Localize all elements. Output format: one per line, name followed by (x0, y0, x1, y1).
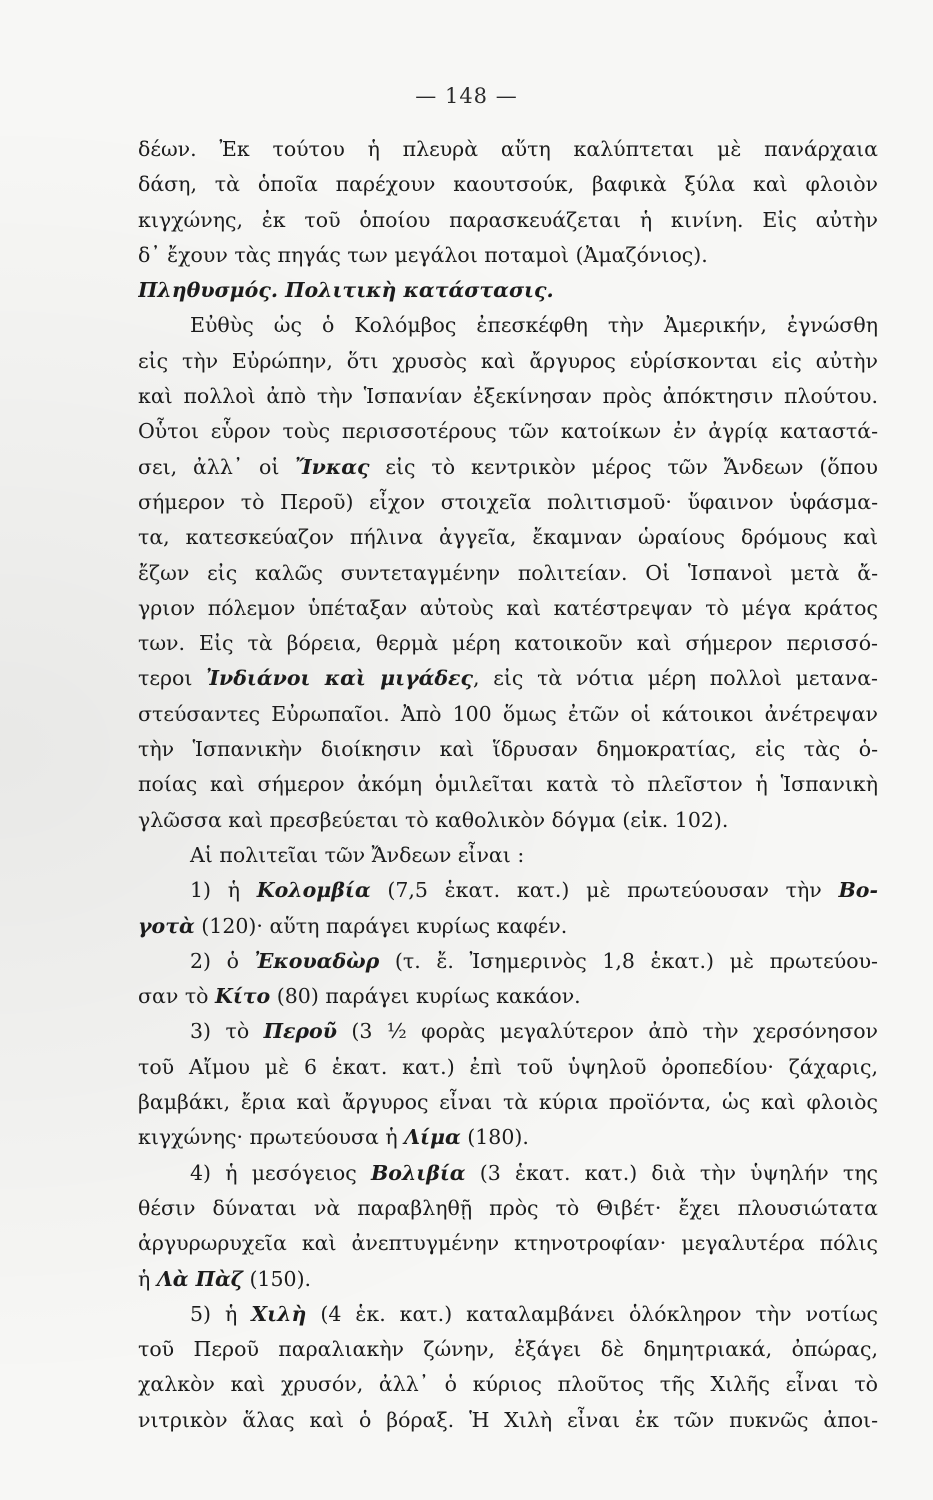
text-run: τα, κατεσκεύαζον πήλινα ἀγγεῖα, ἔκαμναν ὡραίους δρόμους καὶ (138, 525, 878, 550)
text-run: 4) ἡ μεσόγειος (190, 1160, 371, 1185)
text-run: σει, ἀλλ᾽ οἱ (138, 454, 296, 479)
text-run: δάση, τὰ ὁποῖα παρέχουν καουτσούκ, βαφικὰ ξύλα καὶ φλοιὸν (138, 172, 878, 197)
text-run: κιγχώνης, ἐκ τοῦ ὁποίου παρασκευάζεται ἡ κινίνη. Εἰς αὐτὴν (138, 207, 878, 232)
text-line (138, 1262, 878, 1297)
text-run: τὴν Ἱσπανικὴν διοίκησιν καὶ ἵδρυσαν δημοκρατίας, εἰς τὰς ὁ- (138, 737, 878, 762)
text-run: (7,5 ἑκατ. κατ.) μὲ πρωτεύουσαν τὴν (370, 878, 839, 903)
emphasized-term: γοτὰ (138, 913, 195, 938)
text-line (138, 379, 878, 414)
text-line (138, 909, 878, 944)
text-run: ποίας καὶ σήμερον ἀκόμη ὁμιλεῖται κατὰ τὸ πλεῖστον ἡ Ἱσπανικὴ (138, 772, 878, 797)
text-line (138, 697, 878, 732)
text-line (138, 308, 878, 343)
text-run: (80) παράγει κυρίως κακάον. (270, 984, 581, 1009)
text-line (138, 520, 878, 555)
text-line (138, 450, 878, 485)
text-run: στεύσαντες Εὐρωπαῖοι. Ἀπὸ 100 ὅμως ἐτῶν οἱ κάτοικοι ἀνέτρεψαν (138, 701, 878, 726)
emphasized-term: Χιλὴ (251, 1301, 307, 1326)
emphasized-term: Κολομβία (256, 878, 371, 903)
emphasized-term: Ἴνκας (295, 454, 370, 479)
text-line (138, 767, 878, 802)
text-line (138, 132, 878, 167)
text-line (138, 1403, 878, 1438)
text-run: (τ. ἔ. Ἰσημερινὸς 1,8 ἑκατ.) μὲ πρωτεύου- (379, 948, 878, 973)
text-run: ἀργυρωρυχεῖα καὶ ἀνεπτυγμένην κτηνοτροφίαν· μεγαλυτέρα πόλις (138, 1231, 878, 1256)
text-run: τεροι (138, 666, 207, 691)
body-text (138, 132, 878, 1438)
text-line (138, 1332, 878, 1367)
text-run: (120)· αὕτη παράγει κυρίως καφέν. (194, 913, 568, 938)
text-run: Εὐθὺς ὡς ὁ Κολόμβος ἐπεσκέφθη τὴν Ἀμερικήν, ἐγνώσθη (190, 313, 878, 338)
text-run: 1) ἡ (190, 878, 257, 903)
text-line (138, 626, 878, 661)
text-run: καὶ πολλοὶ ἀπὸ τὴν Ἱσπανίαν ἐξεκίνησαν πρὸς ἀπόκτησιν πλούτου. (138, 384, 878, 409)
text-run: ἡ (138, 1266, 157, 1291)
page-number: — 148 — (415, 84, 518, 108)
text-line (138, 591, 878, 626)
text-line (138, 1085, 878, 1120)
emphasized-term: Πληθυσμός. Πολιτικὴ κατάστασις. (138, 278, 554, 303)
text-run: (180). (460, 1125, 529, 1150)
text-run: βαμβάκι, ἔρια καὶ ἄργυρος εἶναι τὰ κύρια προϊόντα, ὡς καὶ φλοιὸς (138, 1090, 878, 1115)
text-line (138, 1226, 878, 1261)
text-line (138, 167, 878, 202)
text-run: 5) ἡ (190, 1301, 252, 1326)
emphasized-term: Κίτο (215, 984, 271, 1009)
text-run: γλῶσσα καὶ πρεσβεύεται τὸ καθολικὸν δόγμα (εἰκ. 102). (138, 807, 729, 832)
text-line (138, 1014, 878, 1049)
text-line (138, 414, 878, 449)
text-line (138, 944, 878, 979)
text-run: (3 ἑκατ. κατ.) διὰ τὴν ὑψηλήν της (465, 1160, 878, 1185)
text-line (138, 1156, 878, 1191)
text-run: χαλκὸν καὶ χρυσόν, ἀλλ᾽ ὁ κύριος πλοῦτος τῆς Χιλῆς εἶναι τὸ (138, 1372, 878, 1397)
emphasized-term: Ἐκουαδὼρ (254, 948, 380, 973)
text-run: (150). (242, 1266, 312, 1291)
text-line (138, 203, 878, 238)
text-line (138, 873, 878, 908)
text-run: 3) τὸ (190, 1019, 264, 1044)
emphasized-term: Περοῦ (263, 1019, 337, 1044)
text-run: Αἱ πολιτεῖαι τῶν Ἄνδεων εἶναι : (190, 842, 525, 867)
text-line (138, 1120, 878, 1155)
text-run: 2) ὁ (190, 948, 255, 973)
text-line (138, 556, 878, 591)
text-run: , εἰς τὰ νότια μέρη πολλοὶ μετανα- (473, 666, 878, 691)
text-run: δέων. Ἐκ τούτου ἡ πλευρὰ αὕτη καλύπτεται μὲ πανάρχαια (138, 137, 878, 161)
text-line (138, 732, 878, 767)
emphasized-term: Λίμα (404, 1125, 461, 1150)
text-line (138, 838, 878, 873)
text-run: σήμερον τὸ Περοῦ) εἶχον στοιχεῖα πολιτισμοῦ· ὕφαινον ὑφάσμα- (138, 489, 878, 514)
text-line (138, 1050, 878, 1085)
text-line (138, 1191, 878, 1226)
text-run: (4 ἑκ. κατ.) καταλαμβάνει ὁλόκληρον τὴν νοτίως (306, 1301, 878, 1326)
emphasized-term: Λὰ Πὰζ (156, 1266, 243, 1291)
text-line (138, 1367, 878, 1402)
text-run: ἔζων εἰς καλῶς συντεταγμένην πολιτείαν. Οἱ Ἱσπανοὶ μετὰ ἄ- (138, 560, 878, 585)
text-line (138, 1297, 878, 1332)
text-run: Οὗτοι εὗρον τοὺς περισσοτέρους τῶν κατοίκων ἐν ἀγρίᾳ καταστά- (138, 419, 878, 444)
text-run: τοῦ Αἴμου μὲ 6 ἑκατ. κατ.) ἐπὶ τοῦ ὑψηλοῦ ὀροπεδίου· ζάχαρις, (138, 1054, 878, 1079)
section-heading (138, 273, 878, 308)
emphasized-term: Ἰνδιάνοι καὶ μιγάδες (206, 666, 473, 691)
text-line (138, 344, 878, 379)
text-run: δ᾽ ἔχουν τὰς πηγάς των μεγάλοι ποταμοὶ (Ἀμαζόνιος). (138, 242, 708, 267)
text-run: σαν τὸ (138, 984, 216, 1009)
text-run: των. Εἰς τὰ βόρεια, θερμὰ μέρη κατοικοῦν καὶ σήμερον περισσό- (138, 631, 878, 656)
text-run: γριον πόλεμον ὑπέταξαν αὐτοὺς καὶ κατέστρεψαν τὸ μέγα κράτος (138, 595, 878, 620)
text-run: εἰς τὴν Εὐρώπην, ὅτι χρυσὸς καὶ ἄργυρος εὑρίσκονται εἰς αὐτὴν (138, 348, 878, 373)
text-run: τοῦ Περοῦ παραλιακὴν ζώνην, ἐξάγει δὲ δημητριακά, ὀπώρας, (138, 1337, 878, 1362)
text-line (138, 485, 878, 520)
emphasized-term: Βολιβία (370, 1160, 466, 1185)
text-run: εἰς τὸ κεντρικὸν μέρος τῶν Ἄνδεων (ὅπου (369, 454, 878, 479)
text-line (138, 238, 878, 273)
text-run: (3 ½ φορὰς μεγαλύτερον ἀπὸ τὴν χερσόνησον (336, 1019, 878, 1044)
text-line (138, 979, 878, 1014)
text-run: νιτρικὸν ἅλας καὶ ὁ βόραξ. Ἡ Χιλὴ εἶναι ἐκ τῶν πυκνῶς ἀποι- (138, 1407, 878, 1432)
text-line (138, 803, 878, 838)
text-run: κιγχώνης· πρωτεύουσα ἡ (138, 1125, 405, 1150)
emphasized-term: Βο- (838, 878, 878, 903)
text-run: θέσιν δύναται νὰ παραβληθῇ πρὸς τὸ Θιβέτ· ἔχει πλουσιώτατα (138, 1195, 878, 1220)
text-line (138, 661, 878, 696)
